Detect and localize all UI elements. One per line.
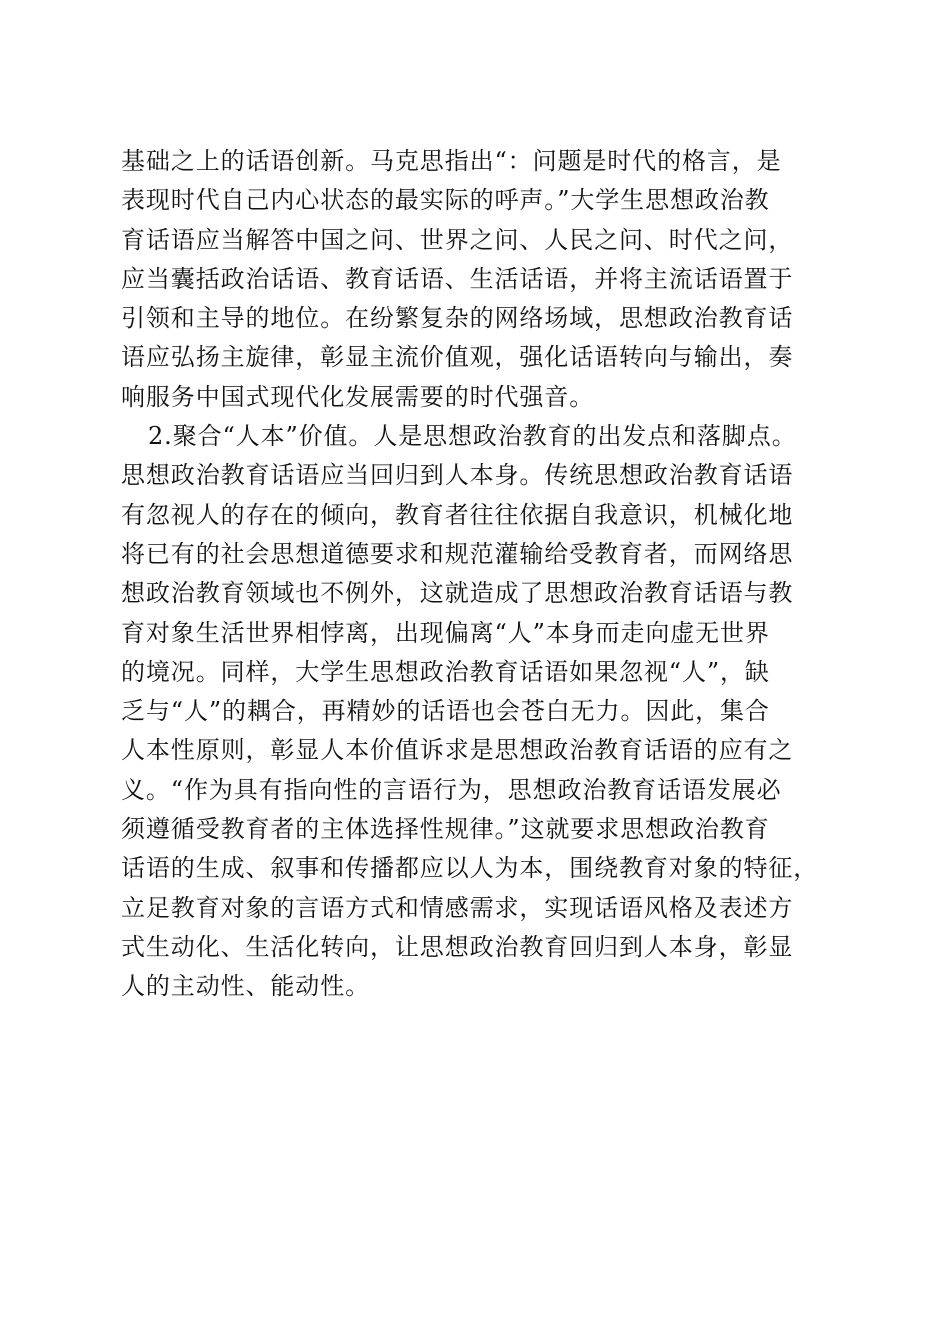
text-line-15: 乏与“人”的耦合，再精妙的话语也会苍白无力。因此，集合 bbox=[121, 697, 770, 726]
text-line-21: 式生动化、生活化转向，让思想政治教育回归到人本身，彰显 bbox=[121, 932, 794, 961]
text-line-3: 育话语应当解答中国之问、世界之问、人民之问、时代之问， bbox=[121, 225, 794, 254]
text-line-2: 表现时代自己内心状态的最实际的呼声。”大学生思想政治教 bbox=[121, 186, 770, 215]
text-line-17: 义。“作为具有指向性的言语行为，思想政治教育话语发展必 bbox=[121, 775, 782, 804]
text-line-20: 立足教育对象的言语方式和情感需求，实现话语风格及表述方 bbox=[121, 893, 794, 922]
body-text bbox=[121, 142, 861, 1007]
text-line-4: 应当囊括政治话语、教育话语、生活话语，并将主流话语置于 bbox=[121, 264, 794, 293]
text-line-10: 有忽视人的存在的倾向，教育者往往依据自我意识，机械化地 bbox=[121, 500, 794, 529]
section-heading-line: 2.聚合“人本”价值。人是思想政治教育的出发点和落脚点。 bbox=[148, 422, 797, 451]
text-line-7: 响服务中国式现代化发展需要的时代强音。 bbox=[121, 382, 595, 411]
text-line-1: 基础之上的话语创新。马克思指出“：问题是时代的格言，是 bbox=[121, 147, 782, 175]
text-line-12: 想政治教育领域也不例外，这就造成了思想政治教育话语与教 bbox=[121, 579, 794, 608]
text-line-14: 的境况。同样，大学生思想政治教育话语如果忽视“人”，缺 bbox=[121, 657, 770, 686]
text-line-22: 人的主动性、能动性。 bbox=[121, 972, 370, 1001]
text-line-11: 将已有的社会思想道德要求和规范灌输给受教育者，而网络思 bbox=[121, 539, 794, 568]
text-line-9: 思想政治教育话语应当回归到人本身。传统思想政治教育话语 bbox=[121, 461, 794, 490]
text-line-13: 育对象生活世界相悖离，出现偏离“人”本身而走向虚无世界 bbox=[121, 618, 770, 647]
text-line-6: 语应弘扬主旋律，彰显主流价值观，强化话语转向与输出，奏 bbox=[121, 343, 794, 372]
text-line-16: 人本性原则，彰显人本价值诉求是思想政治教育话语的应有之 bbox=[121, 736, 794, 765]
text-line-19: 话语的生成、叙事和传播都应以人为本，围绕教育对象的特征， bbox=[121, 854, 819, 883]
text-line-18: 须遵循受教育者的主体选择性规律。”这就要求思想政治教育 bbox=[121, 815, 770, 844]
text-line-5: 引领和主导的地位。在纷繁复杂的网络场域，思想政治教育话 bbox=[121, 304, 794, 333]
